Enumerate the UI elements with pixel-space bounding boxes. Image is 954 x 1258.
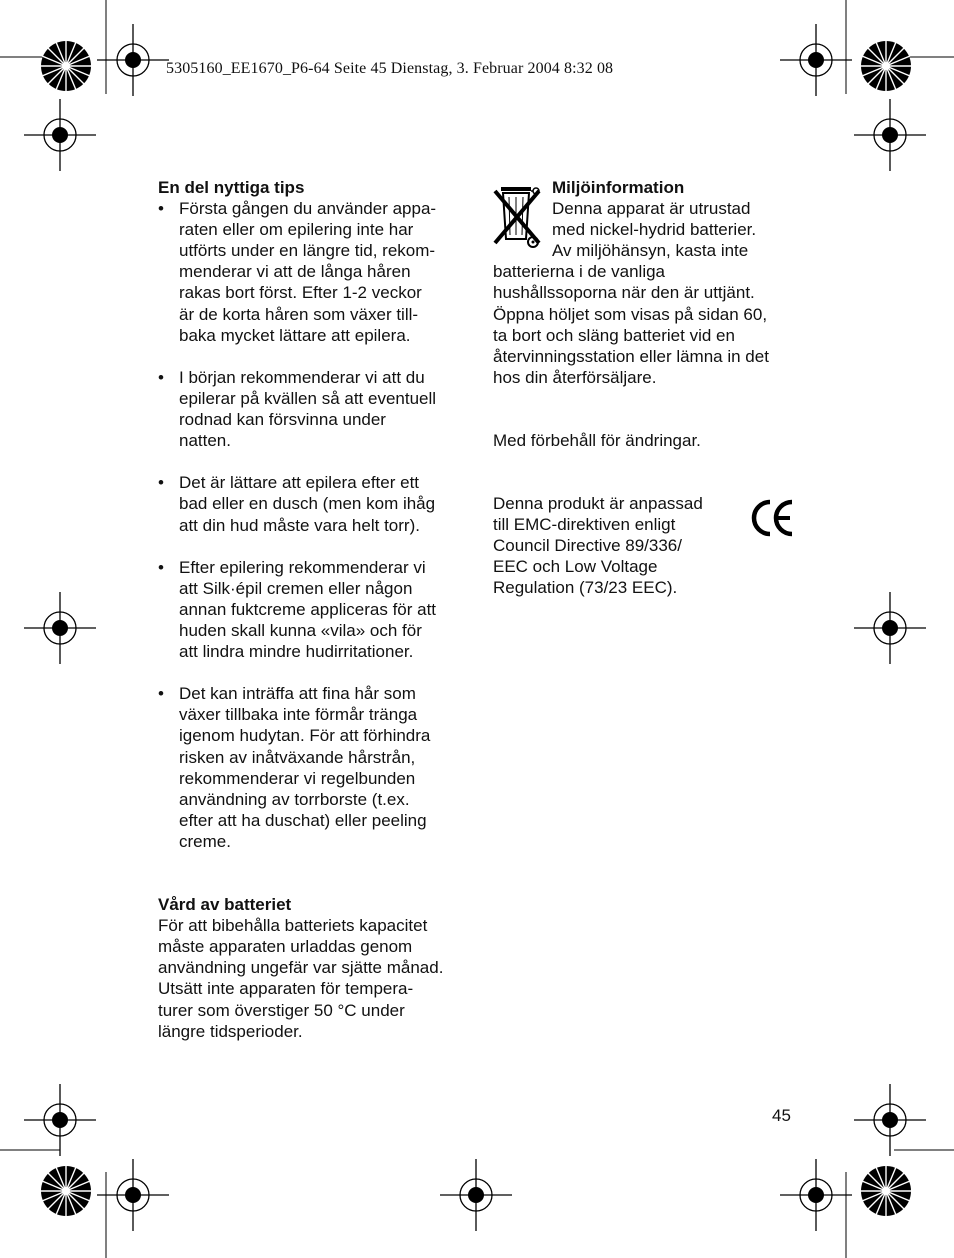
reservation-text: Med förbehåll för ändringar.	[493, 430, 701, 450]
bullet-icon: •	[158, 473, 164, 493]
spacer	[158, 873, 468, 894]
emc-text: Denna produkt är anpassad till EMC-direktiven enligt Council Directive 89/336/ EEC och Low Voltage Regulation (73/23 EEC).	[493, 494, 703, 598]
tip-text: Efter epilering rekommenderar vi att Silk·épil cremen eller någon annan fuktcreme appliceras för att huden skall kunna «vila» och för att lindra mindre hudirritationer.	[179, 557, 437, 662]
left-column	[158, 177, 468, 1042]
crossed-out-wheelie-bin-icon	[493, 181, 545, 249]
tip-item	[158, 683, 468, 852]
environment-block	[493, 177, 803, 388]
spacer	[493, 451, 803, 493]
right-column	[493, 177, 803, 599]
environment-text-beside-icon: Denna apparat är utrustad med nickel-hydrid batterier. Av miljöhänsyn, kasta inte	[552, 199, 757, 261]
bullet-icon: •	[158, 199, 164, 219]
environment-heading: Miljöinformation	[552, 178, 685, 197]
ce-mark-icon	[751, 499, 795, 537]
spacer	[493, 388, 803, 430]
bullet-icon: •	[158, 367, 164, 387]
tip-text: Det är lättare att epilera efter ett bad eller en dusch (men kom ihåg att din hud måste vara helt torr).	[179, 473, 436, 535]
environment-text: batterierna i de vanliga hushållssoporna när den är uttjänt. Öppna höljet som visas på sidan 60, ta bort och släng batteriet vid en återvinningsstation eller lämna in det hos din återförsäljare.	[493, 262, 769, 387]
tips-list	[158, 198, 468, 852]
emc-block	[493, 493, 803, 598]
tip-item	[158, 198, 468, 346]
battery-heading: Vård av batteriet	[158, 895, 292, 915]
tip-text: I början rekommenderar vi att du epilerar på kvällen så att eventuell rodnad kan försvinna under natten.	[179, 367, 437, 451]
tip-text: Det kan inträffa att fina hår som växer tillbaka inte förmår tränga igenom hudytan. För att förhindra risken av inåtväxande hårstrån, rekommenderar vi regelbunden användning av torrborste (t.ex. efter att ha duschat) eller peeling creme.	[179, 684, 431, 851]
page-number: 45	[772, 1106, 791, 1125]
tip-item	[158, 472, 468, 535]
tips-heading: En del nyttiga tips	[158, 178, 305, 197]
bullet-icon: •	[158, 684, 164, 704]
bullet-icon: •	[158, 557, 164, 577]
tip-item	[158, 367, 468, 451]
print-header: 5305160_EE1670_P6-64 Seite 45 Dienstag, 3. Februar 2004 8:32 08	[166, 60, 614, 77]
battery-text: För att bibehålla batteriets kapacitet måste apparaten urladdas genom användning ungefär var sjätte månad. Utsätt inte apparaten för tempera- turer som överstiger 50 °C under längre tidsperioder.	[158, 916, 444, 1041]
tip-item	[158, 557, 468, 662]
tip-text: Första gången du använder appa- raten eller om epilering inte har utförts under en längre tid, rekom- menderar vi att de långa håren rakas bort först. Efter 1-2 veckor är de korta håren som växer till- baka mycket lättare att epilera.	[179, 199, 437, 345]
